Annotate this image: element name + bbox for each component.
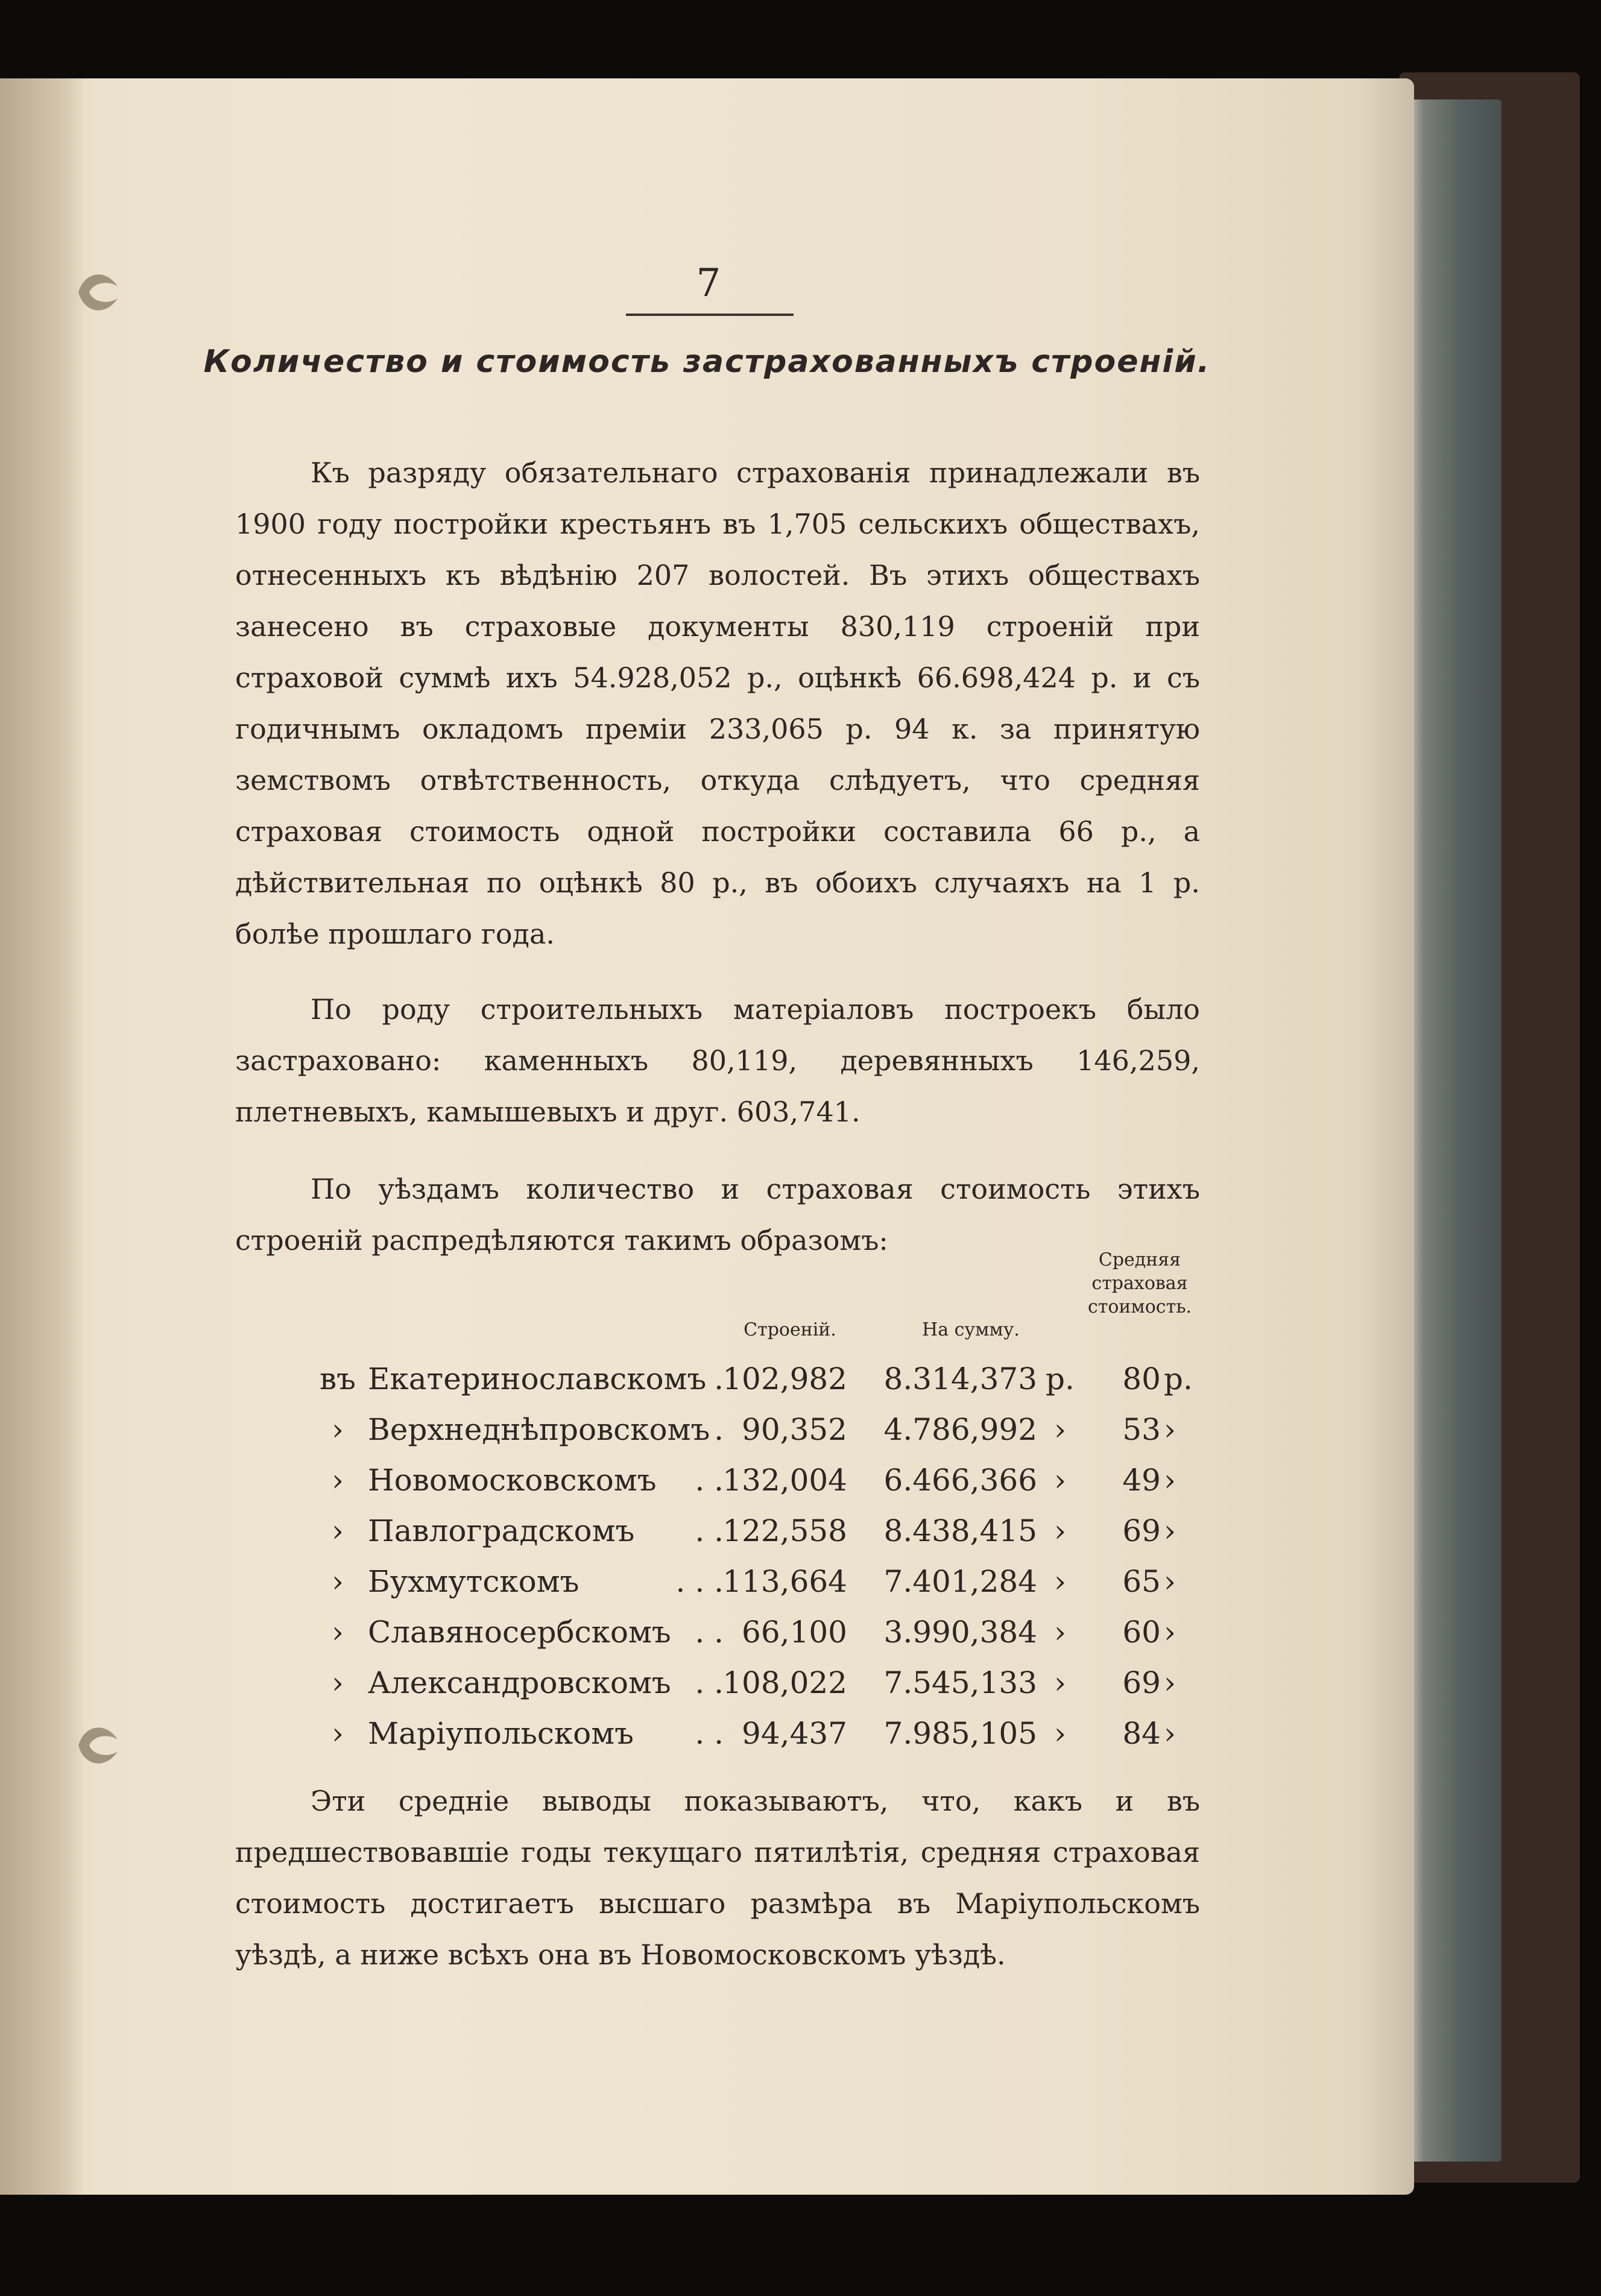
- page-number-rule: [626, 314, 794, 316]
- paragraph-table-intro: По уѣздамъ количество и страховая стоимость этихъ строеній распредѣляются такимъ образомъ:: [235, 1173, 1200, 1257]
- district-name: Верхнеднѣпровскомъ: [368, 1412, 710, 1447]
- insured-sum: 7.545,133: [883, 1665, 1037, 1700]
- cost-unit: ›: [1164, 1513, 1176, 1548]
- cost-unit: ›: [1164, 1564, 1176, 1599]
- average-cost: 60: [1122, 1615, 1161, 1650]
- row-prefix: ›: [332, 1665, 344, 1700]
- table-header-average-cost-line1: Средняя: [1098, 1249, 1181, 1270]
- sum-unit: ›: [1054, 1716, 1066, 1751]
- sum-unit: р.: [1046, 1361, 1075, 1396]
- page-number: 7: [696, 261, 721, 306]
- row-prefix: ›: [332, 1716, 344, 1751]
- row-prefix: ›: [332, 1615, 344, 1650]
- row-prefix: ›: [332, 1463, 344, 1498]
- paragraph-conclusion: Эти средніе выводы показываютъ, что, какъ и въ предшествовавшіе годы текущаго пятилѣтія, средняя страховая стоимость достигаетъ высшаго размѣра въ Маріупольскомъ уѣздѣ, а ниже всѣхъ она въ Новомосковскомъ уѣздѣ.: [235, 1785, 1200, 1971]
- cost-unit: ›: [1164, 1716, 1176, 1751]
- table-row: [0, 1506, 1414, 1556]
- paragraph-materials: По роду строительныхъ матеріаловъ построекъ было застраховано: каменныхъ 80,119, деревянныхъ 146,259, плетневыхъ, камышевыхъ и друг. 603,741.: [235, 993, 1200, 1128]
- buildings-count: 66,100: [742, 1615, 847, 1650]
- average-cost: 53: [1122, 1412, 1161, 1447]
- section-heading: Количество и стоимость застрахованныхъ строеній.: [203, 344, 1211, 380]
- leader-dots: . .: [695, 1615, 724, 1650]
- insured-sum: 3.990,384: [883, 1615, 1037, 1650]
- insured-sum: 8.314,373: [883, 1361, 1037, 1396]
- district-name: Екатеринославскомъ: [368, 1361, 707, 1396]
- table-header-average-cost-line2: страховая: [1091, 1273, 1188, 1294]
- buildings-count: 102,982: [722, 1361, 847, 1396]
- district-name: Александровскомъ: [368, 1665, 671, 1700]
- buildings-count: 132,004: [722, 1463, 847, 1498]
- table-row: [0, 1607, 1414, 1657]
- sum-unit: ›: [1054, 1665, 1066, 1700]
- leader-dots: .: [714, 1361, 724, 1396]
- table-row: [0, 1556, 1414, 1607]
- table-header-buildings: Строеній.: [744, 1319, 836, 1340]
- table-row: [0, 1657, 1414, 1708]
- average-cost: 69: [1122, 1513, 1161, 1548]
- leader-dots: .: [714, 1412, 724, 1447]
- table-row: [0, 1354, 1414, 1404]
- sum-unit: ›: [1054, 1615, 1066, 1650]
- cost-unit: ›: [1164, 1615, 1176, 1650]
- average-cost: 69: [1122, 1665, 1161, 1700]
- average-cost: 84: [1122, 1716, 1161, 1751]
- leader-dots: . .: [695, 1716, 724, 1751]
- cost-unit: ›: [1164, 1463, 1176, 1498]
- table-header-sum: На сумму.: [922, 1319, 1020, 1340]
- buildings-count: 94,437: [742, 1716, 847, 1751]
- leader-dots: . .: [695, 1665, 724, 1700]
- cost-unit: ›: [1164, 1412, 1176, 1447]
- insured-sum: 6.466,366: [883, 1463, 1037, 1498]
- insured-sum: 7.985,105: [883, 1716, 1037, 1751]
- row-prefix: ›: [332, 1513, 344, 1548]
- leader-dots: . .: [695, 1463, 724, 1498]
- leader-dots: . .: [695, 1513, 724, 1548]
- cost-unit: р.: [1164, 1361, 1193, 1396]
- district-name: Новомосковскомъ: [368, 1463, 657, 1498]
- sum-unit: ›: [1054, 1513, 1066, 1548]
- table-row: [0, 1708, 1414, 1759]
- insured-sum: 4.786,992: [883, 1412, 1037, 1447]
- buildings-count: 90,352: [742, 1412, 847, 1447]
- row-prefix: ›: [332, 1412, 344, 1447]
- page-gutter: [0, 78, 84, 2195]
- table-header-average-cost: [1061, 1248, 1218, 1319]
- average-cost: 80: [1122, 1361, 1161, 1396]
- paragraph-insured-buildings: Къ разряду обязательнаго страхованія принадлежали въ 1900 году постройки крестьянъ въ 1,705 сельскихъ обществахъ, отнесенныхъ къ вѣдѣнію 207 волостей. Въ этихъ обществахъ занесено въ страховые документы 830,119 строеній при страховой суммѣ ихъ 54.928,052 р., оцѣнкѣ 66.698,424 р. и съ годичнымъ окладомъ преміи 233,065 р. 94 к. за принятую земствомъ отвѣтственность, откуда слѣдуетъ, что средняя страховая стоимость одной постройки составила 66 р., а дѣйствительная по оцѣнкѣ 80 р., въ обоихъ случаяхъ на 1 р. болѣе прошлаго года.: [235, 456, 1200, 950]
- average-cost: 49: [1122, 1463, 1161, 1498]
- sum-unit: ›: [1054, 1564, 1066, 1599]
- row-prefix: ›: [332, 1564, 344, 1599]
- cost-unit: ›: [1164, 1665, 1176, 1700]
- district-name: Павлоградскомъ: [368, 1513, 635, 1548]
- buildings-count: 108,022: [722, 1665, 847, 1700]
- sum-unit: ›: [1054, 1463, 1066, 1498]
- district-name: Маріупольскомъ: [368, 1716, 634, 1751]
- district-name: Бухмутскомъ: [368, 1564, 579, 1599]
- row-prefix: въ: [320, 1361, 356, 1396]
- average-cost: 65: [1122, 1564, 1161, 1599]
- sum-unit: ›: [1054, 1412, 1066, 1447]
- table-header-average-cost-line3: стоимость.: [1087, 1296, 1192, 1317]
- table-row: [0, 1404, 1414, 1455]
- leader-dots: . . .: [675, 1564, 724, 1599]
- buildings-count: 122,558: [722, 1513, 847, 1548]
- buildings-count: 113,664: [722, 1564, 847, 1599]
- table-row: [0, 1455, 1414, 1506]
- district-name: Славяносербскомъ: [368, 1615, 671, 1650]
- insured-sum: 8.438,415: [883, 1513, 1037, 1548]
- insured-sum: 7.401,284: [883, 1564, 1037, 1599]
- binding-stitch-icon: [72, 259, 124, 326]
